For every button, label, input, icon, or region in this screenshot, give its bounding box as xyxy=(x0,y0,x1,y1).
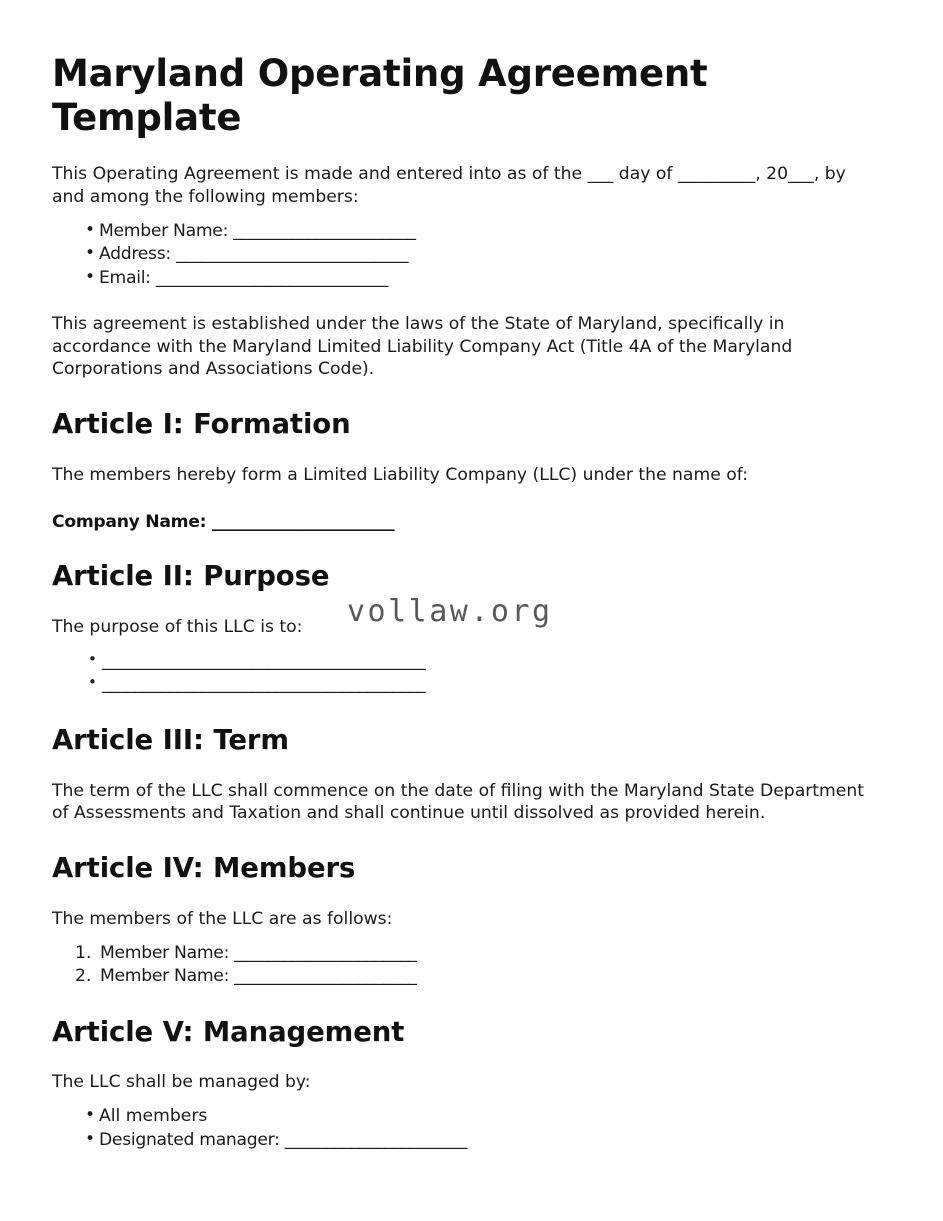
watermark-vollaw: vollaw.org xyxy=(347,594,553,629)
address-field: Address: ____________________________ xyxy=(99,244,409,265)
member-name-field: Member Name: ______________________ xyxy=(99,220,416,241)
purpose-blanks-list xyxy=(52,650,865,697)
governing-law-paragraph: This agreement is established under the laws of the State of Maryland, specifically in accordance with the Maryland Limited Liability Company Act (Title 4A of the Maryland Corporations and Associations Code). xyxy=(52,313,793,380)
article-heading-management: Article V: Management xyxy=(52,1016,405,1049)
management-paragraph: The LLC shall be managed by: xyxy=(52,1072,311,1093)
management-options-list xyxy=(52,1105,865,1152)
member-entry-1: Member Name: ______________________ xyxy=(100,942,417,963)
article-heading-formation: Article I: Formation xyxy=(52,408,351,441)
list-item xyxy=(52,220,865,244)
purpose-blank-2: _______________________________________ xyxy=(102,674,426,695)
list-item xyxy=(52,965,865,989)
formation-paragraph: The members hereby form a Limited Liability Company (LLC) under the name of: xyxy=(52,464,748,485)
intro-paragraph: This Operating Agreement is made and entered into as of the ___ day of _________, 20___, by and among the following members: xyxy=(52,163,846,207)
purpose-paragraph: The purpose of this LLC is to: xyxy=(52,616,303,637)
page-title: Maryland Operating Agreement Template xyxy=(52,52,708,140)
member-fields-list xyxy=(52,220,865,291)
members-numbered-list xyxy=(52,942,865,989)
term-paragraph: The term of the LLC shall commence on the date of filing with the Maryland State Department of Assessments and Taxation and shall continue until dissolved as provided herein. xyxy=(52,780,865,824)
list-item xyxy=(52,650,865,674)
list-item xyxy=(52,243,865,267)
list-item xyxy=(52,1129,865,1153)
article-heading-term: Article III: Term xyxy=(52,724,289,757)
list-item xyxy=(52,1105,865,1129)
option-all-members: All members xyxy=(99,1106,208,1127)
list-item xyxy=(52,942,865,966)
article-heading-members: Article IV: Members xyxy=(52,852,356,885)
article-heading-purpose: Article II: Purpose xyxy=(52,560,330,593)
email-field: Email: ____________________________ xyxy=(99,268,389,288)
member-entry-2: Member Name: ______________________ xyxy=(100,966,417,987)
purpose-blank-1: _______________________________________ xyxy=(102,650,426,671)
list-item xyxy=(52,267,865,291)
company-name-label: Company Name: ______________________ xyxy=(52,511,395,532)
list-item xyxy=(52,673,865,697)
option-designated-manager: Designated manager: ______________________ xyxy=(99,1130,468,1151)
members-paragraph: The members of the LLC are as follows: xyxy=(52,908,393,929)
